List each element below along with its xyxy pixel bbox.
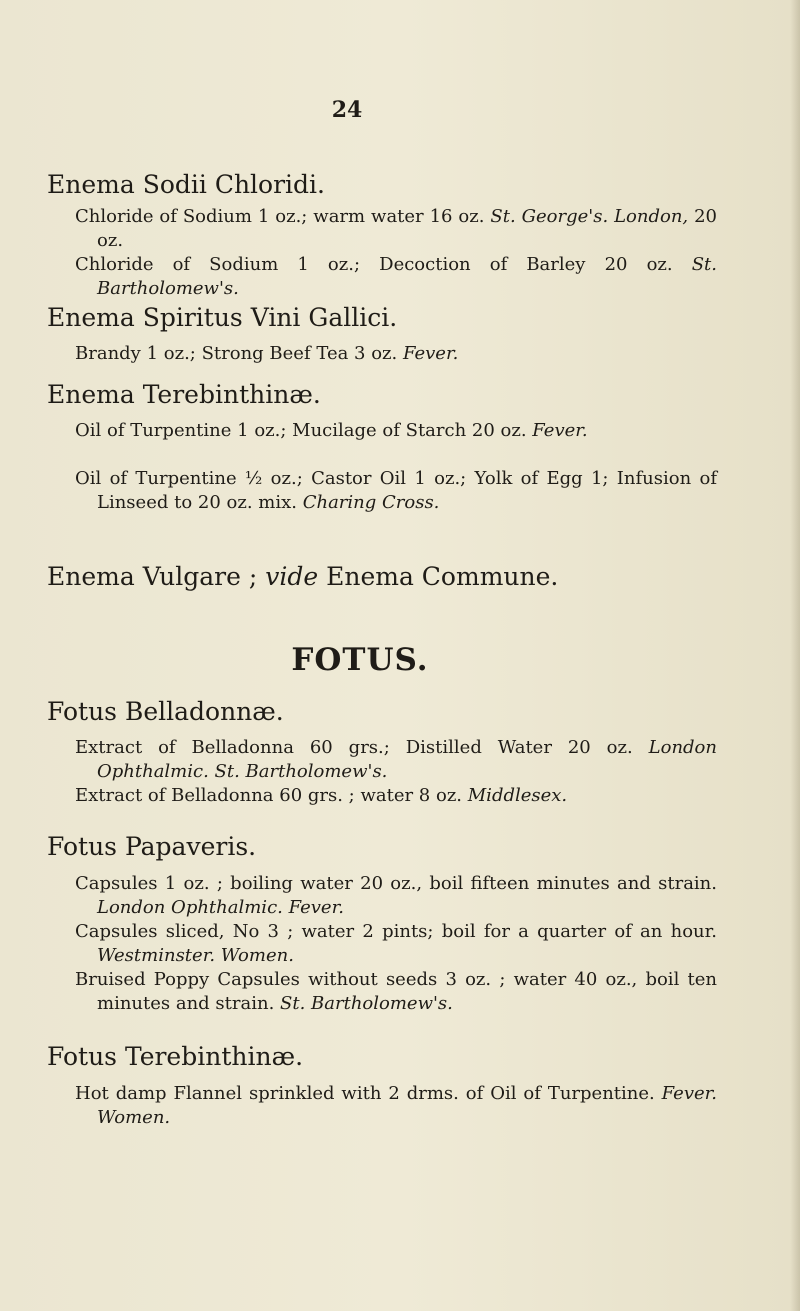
recipe-papaveris-2: Capsules sliced, No 3 ; water 2 pints; boil for a quarter of an hour. Westminster. Women. — [75, 921, 717, 966]
section-title-fotus: FOTUS. — [291, 642, 429, 678]
recipe-spiritus-1: Brandy 1 oz.; Strong Beef Tea 3 oz. Fever. — [75, 343, 459, 364]
page-edge-shadow — [790, 0, 800, 1311]
recipe-sodii-1: Chloride of Sodium 1 oz.; warm water 16 oz. St. George's. London, 20 oz. — [75, 206, 718, 251]
heading-fotus-papaveris: Fotus Papaveris. — [47, 832, 257, 861]
recipe-fotus-terebinthinae-1: Hot damp Flannel sprinkled with 2 drms. of Oil of Turpentine. Fever. Women. — [75, 1083, 717, 1128]
recipe-papaveris-3: Bruised Poppy Capsules without seeds 3 oz. ; water 40 oz., boil ten minutes and strain. St. Bartholomew's. — [75, 969, 717, 1014]
heading-enema-terebinthinae: Enema Terebinthinæ. — [47, 380, 321, 409]
heading-enema-spiritus-vini-gallici: Enema Spiritus Vini Gallici. — [47, 303, 398, 332]
heading-fotus-belladonnae: Fotus Belladonnæ. — [47, 697, 284, 726]
recipe-papaveris-1: Capsules 1 oz. ; boiling water 20 oz., boil fifteen minutes and strain. London Ophthalmic. Fever. — [75, 873, 717, 918]
recipe-terebinthinae-2: Oil of Turpentine ½ oz.; Castor Oil 1 oz.; Yolk of Egg 1; Infusion of Linseed to 20 oz. mix. Charing Cross. — [75, 468, 717, 513]
heading-enema-sodii-chloridi: Enema Sodii Chloridi. — [47, 170, 325, 199]
page-number: 24 — [331, 97, 363, 123]
heading-fotus-terebinthinae: Fotus Terebinthinæ. — [47, 1042, 304, 1071]
recipe-sodii-2: Chloride of Sodium 1 oz.; Decoction of Barley 20 oz. St. Bartholomew's. — [75, 254, 717, 299]
recipe-belladonnae-2: Extract of Belladonna 60 grs. ; water 8 oz. Middlesex. — [75, 785, 568, 806]
heading-enema-vulgare: Enema Vulgare ; vide Enema Commune. — [47, 562, 559, 591]
recipe-belladonnae-1: Extract of Belladonna 60 grs.; Distilled Water 20 oz. London Ophthalmic. St. Bartholomew's. — [75, 737, 717, 782]
recipe-terebinthinae-1: Oil of Turpentine 1 oz.; Mucilage of Starch 20 oz. Fever. — [75, 420, 588, 441]
